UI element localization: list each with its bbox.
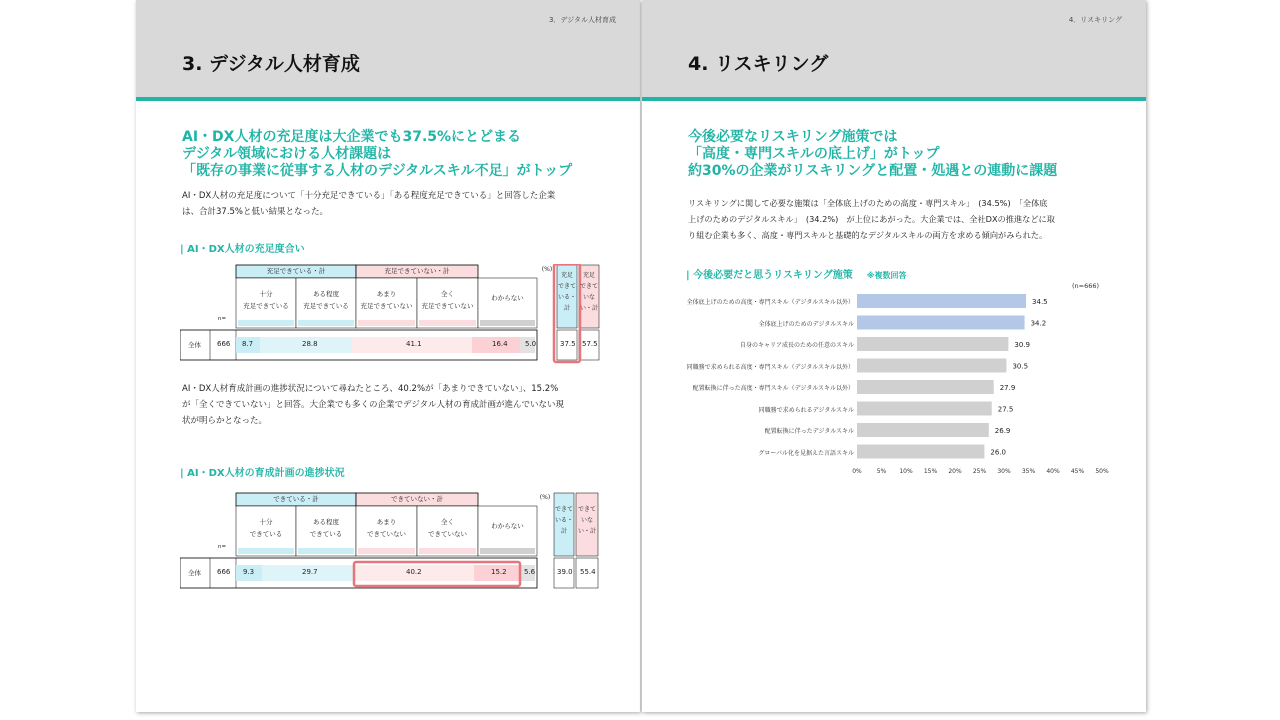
page-header: [642, 0, 1146, 101]
bar: [857, 445, 984, 459]
category-label: 全体底上げのための高度・専門スキル（デジタルスキル以外）: [686, 299, 854, 306]
column-header: 全く 充足できていない: [421, 290, 474, 310]
page-title: 3. デジタル人材育成: [182, 53, 360, 75]
bar-value-label: 27.5: [997, 405, 1014, 414]
bar: [857, 380, 994, 394]
bar: [857, 294, 1026, 308]
sum-negative-value: 57.5: [582, 340, 598, 348]
body-line: リスキリングに関して必要な施策は「全体底上げのための高度・専門スキル」 (34.5%) 「全体底: [688, 198, 1048, 208]
column-header: あまり 充足できていない: [360, 290, 413, 310]
progress-table: [180, 492, 610, 592]
page-digital-talent: [136, 0, 640, 712]
x-tick-label: 45%: [1070, 468, 1085, 475]
body-paragraph-2: [182, 381, 602, 429]
column-header: わからない: [491, 522, 524, 530]
group-header-negative: 充足できていない・計: [384, 267, 450, 275]
x-tick-label: 0%: [852, 468, 862, 475]
section-heading-sufficiency: | AI・DX人材の充足度合い: [180, 244, 305, 255]
body-line: が「全くできていない」と回答。大企業でも多くの企業でデジタル人材の育成計画が進んでいない現: [182, 400, 564, 410]
bar: [857, 316, 1025, 330]
bar: [857, 423, 989, 437]
group-header-negative: できていない・計: [391, 495, 443, 503]
sum-positive-value: 37.5: [560, 340, 576, 348]
body-line: 状が明らかとなった。: [182, 416, 268, 426]
table-grid: [180, 264, 610, 364]
body-line: AI・DX人材の充足度について「十分充足できている」「ある程度充足できている」と回答した企業: [182, 191, 556, 201]
bar-value-label: 26.0: [990, 448, 1006, 457]
category-label: 配置転換に伴った高度・専門スキル（デジタルスキル以外）: [692, 385, 854, 392]
running-head: 4．リスキリング: [1068, 16, 1122, 24]
body-paragraph-1: [182, 188, 602, 220]
x-tick-label: 25%: [972, 468, 987, 475]
row-label: 全体: [188, 569, 201, 577]
section-heading-reskilling: [686, 266, 907, 281]
x-tick-label: 10%: [899, 468, 913, 475]
value-cell: 5.6: [524, 568, 536, 576]
value-cell: 40.2: [406, 568, 422, 576]
body-line: り組む企業も多く、高度・専門スキルと基礎的なデジタルスキルの両方を求める傾向がみられた。: [688, 230, 1048, 240]
chart-plot: [642, 292, 1146, 478]
x-axis-ticks: [642, 468, 1146, 478]
category-label: グローバル化を見据えた言語スキル: [758, 449, 854, 457]
lead-line: デジタル領域における人材課題は: [182, 146, 392, 162]
lead-headline: [688, 129, 1057, 180]
column-header: わからない: [491, 294, 524, 302]
page-header: [136, 0, 640, 101]
column-header: 全く できていない: [428, 518, 467, 538]
value-cell: 16.4: [492, 340, 508, 348]
sample-size-note: (n=666): [1072, 282, 1100, 290]
sum-positive-header: 充足 できて いる・ 計: [557, 272, 576, 312]
value-cell: 5.0: [525, 340, 537, 348]
sum-positive-header: できて いる・ 計: [554, 506, 573, 535]
page-title: 4. リスキリング: [688, 53, 829, 75]
x-tick-label: 20%: [948, 468, 962, 475]
reskilling-bar-chart: [642, 292, 1146, 478]
bar-value-label: 34.5: [1032, 298, 1048, 306]
n-value: 666: [217, 568, 231, 576]
bar-value-label: 30.5: [1012, 362, 1029, 371]
body-line: 上げのためのデジタルスキル」 (34.2%) が上位にあがった。大企業では、全社DXの推進などに取: [688, 214, 1055, 224]
bar: [857, 337, 1008, 351]
sum-negative-header: できて いな い・計: [577, 506, 596, 535]
body-line: AI・DX人材育成計画の進捗状況について尋ねたところ、40.2%が「あまりできていない」、15.2%: [182, 384, 559, 394]
page-reskilling: [642, 0, 1146, 712]
category-label: 自身のキャリア成長のための任意のスキル: [740, 342, 854, 349]
bar: [857, 359, 1006, 373]
category-label: 同職務で求められる高度・専門スキル（デジタルスキル以外）: [686, 363, 854, 371]
value-cell: 41.1: [406, 340, 422, 348]
running-head: 3．デジタル人材育成: [548, 16, 616, 24]
lead-line: 「既存の事業に従事する人材のデジタルスキル不足」がトップ: [182, 163, 573, 179]
row-label: 全体: [188, 341, 201, 349]
x-tick-label: 30%: [997, 468, 1011, 475]
bar-value-label: 26.9: [994, 427, 1011, 435]
value-cell: 29.7: [302, 568, 318, 576]
sufficiency-table: [180, 264, 610, 364]
table-grid: [180, 492, 610, 592]
x-tick-label: 5%: [876, 468, 887, 475]
column-header: あまり できていない: [367, 518, 406, 538]
n-label: n=: [218, 316, 227, 322]
body-paragraph: [688, 195, 1118, 243]
bar-value-label: 30.9: [1014, 341, 1031, 349]
unit-label: (%): [541, 266, 553, 273]
bar-value-label: 27.9: [999, 384, 1016, 392]
n-label: n=: [218, 544, 227, 550]
lead-line: 「高度・専門スキルの底上げ」がトップ: [688, 146, 940, 162]
sum-negative-value: 55.4: [580, 568, 596, 576]
lead-line: 約30%の企業がリスキリングと配置・処遇との連動に課題: [688, 163, 1058, 179]
group-header-positive: 充足できている・計: [266, 267, 326, 275]
category-label: 全体底上げのためのデジタルスキル: [758, 320, 854, 328]
value-cell: 9.3: [243, 568, 255, 576]
column-header: ある程度 できている: [309, 518, 343, 538]
lead-headline: [182, 129, 572, 180]
x-tick-label: 50%: [1095, 468, 1109, 475]
section-note: ※複数回答: [866, 271, 907, 280]
column-header: 十分 できている: [249, 518, 283, 538]
section-heading-text: | 今後必要だと思うリスキリング施策: [686, 270, 853, 281]
x-tick-label: 35%: [1021, 468, 1036, 475]
lead-line: AI・DX人材の充足度は大企業でも37.5%にとどまる: [182, 129, 522, 145]
value-cell: 28.8: [302, 340, 318, 348]
value-cell: 8.7: [242, 340, 254, 348]
bar: [857, 402, 992, 416]
n-value: 666: [217, 340, 231, 348]
body-line: は、合計37.5%と低い結果となった。: [182, 207, 329, 217]
x-tick-label: 40%: [1046, 468, 1060, 475]
lead-line: 今後必要なリスキリング施策では: [688, 129, 898, 145]
sum-negative-header: 充足 できて いな い・計: [579, 272, 598, 312]
unit-label: (%): [539, 494, 551, 501]
bar-value-label: 34.2: [1030, 319, 1047, 328]
column-header: ある程度 充足できている: [303, 290, 349, 310]
section-heading-progress: | AI・DX人材の育成計画の進捗状況: [180, 468, 345, 479]
value-cell: 15.2: [491, 568, 507, 576]
sum-positive-value: 39.0: [557, 568, 573, 576]
group-header-positive: できている・計: [273, 495, 319, 503]
x-tick-label: 15%: [923, 468, 938, 475]
category-label: 配置転換に伴ったデジタルスキル: [764, 428, 854, 435]
category-label: 同職務で求められるデジタルスキル: [758, 406, 854, 414]
column-header: 十分 充足できている: [243, 290, 289, 310]
